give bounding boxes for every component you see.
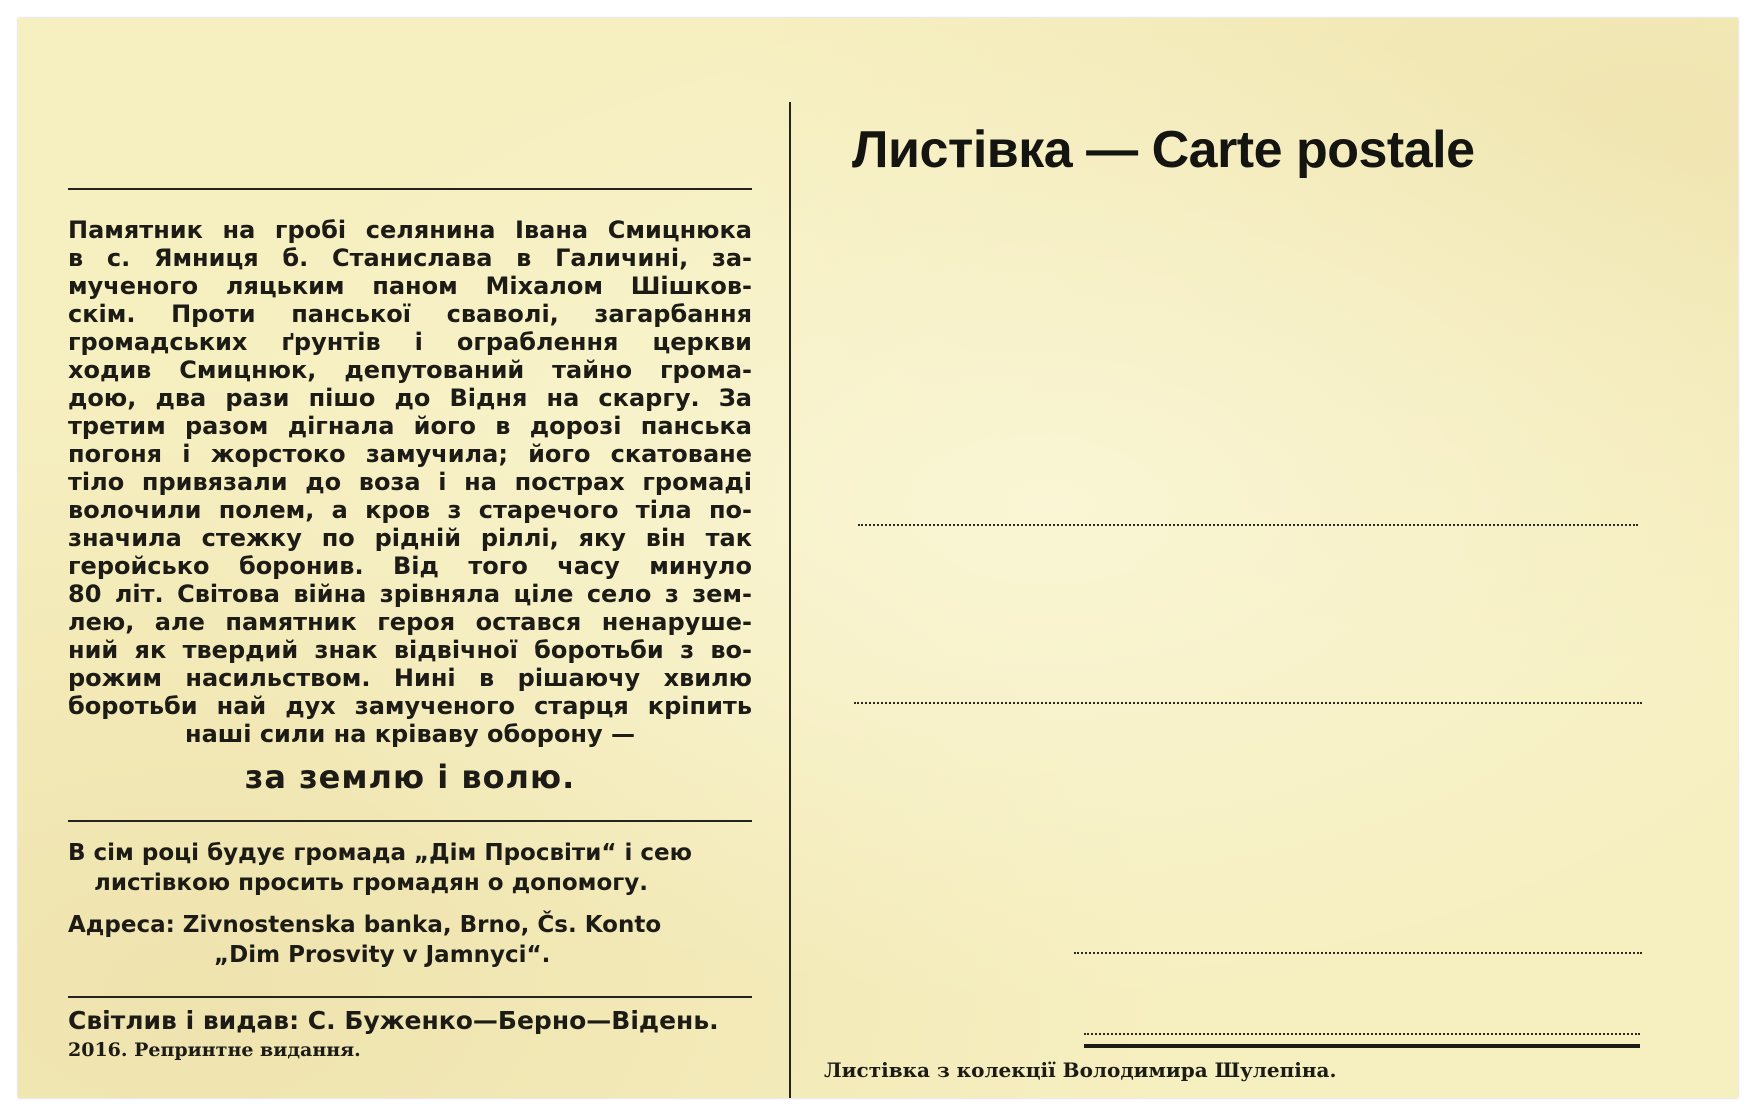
message-column <box>68 188 752 1061</box>
description-line: скім. Проти панської сваволі, загарбання <box>68 300 752 328</box>
top-rule <box>68 188 752 190</box>
description-line: наші сили на кріваву оборону — <box>184 720 636 748</box>
description-line: громадських ґрунтів і ограблення церкви <box>68 328 752 356</box>
address-line-4 <box>1084 1033 1640 1035</box>
description-line: Памятник на гробі селянина Івана Смицнюка <box>68 216 752 244</box>
description-line: лею, але памятник героя остався ненаруше- <box>68 608 752 636</box>
description-line: в с. Ямниця б. Станислава в Галичині, за- <box>68 244 752 272</box>
address-underline <box>1084 1044 1640 1048</box>
description-line: погоня і жорстоко замучила; його скатоване <box>68 440 752 468</box>
description-line: рожим насильством. Нині в рішаючу хвилю <box>68 664 752 692</box>
address-line: Адреса: Zivnostenska banka, Brno, Čs. Konto <box>68 912 662 938</box>
appeal-text <box>68 838 752 898</box>
description-line: волочили полем, а кров з старечого тіла по- <box>68 496 752 524</box>
description-line: геройсько боронив. Від того часу минуло <box>68 552 752 580</box>
reprint-note: 2016. Репринтне видання. <box>68 1039 361 1061</box>
bottom-rule <box>68 996 752 998</box>
description-line: мученого ляцьким паном Міхалом Шішков- <box>68 272 752 300</box>
appeal-line: листівкою просить громадян о допомогу. <box>94 870 648 896</box>
address-line: „Dim Prosvity v Jamnyci“. <box>214 942 551 968</box>
description-line: значила стежку по рідній ріллі, яку він так <box>68 524 752 552</box>
postcard <box>18 18 1738 1098</box>
appeal-line: В сім році будує громада „Дім Просвіти“ і сею <box>68 840 692 866</box>
publisher-credit: Світлив і видав: С. Буженко—Берно—Відень. <box>68 1006 719 1035</box>
address-line-3 <box>1074 952 1642 954</box>
description-line: 80 літ. Світова війна зрівняла ціле село з зем- <box>68 580 752 608</box>
description-line: ходив Смицнюк, депутований тайно грома- <box>68 356 752 384</box>
card-heading: Листівка — Carte postale <box>852 121 1475 179</box>
description-line: третим разом дігнала його в дорозі панська <box>68 412 752 440</box>
collection-note: Листівка з колекції Володимира Шулепіна. <box>824 1058 1337 1082</box>
description-line: дою, два рази пішо до Відня на скаргу. За <box>68 384 752 412</box>
address-line-2 <box>854 702 1642 704</box>
description-line: тіло привязали до воза і на пострах громаді <box>68 468 752 496</box>
description-line: ний як твердий знак відвічної боротьби з во- <box>68 636 752 664</box>
vertical-divider <box>789 102 791 1098</box>
bank-address <box>68 910 752 970</box>
monument-description <box>68 216 752 748</box>
description-line: боротьби най дух замученого старця кріпить <box>68 692 752 720</box>
middle-rule <box>68 820 752 822</box>
slogan: за землю і волю. <box>244 758 576 796</box>
address-line-1 <box>858 524 1638 526</box>
